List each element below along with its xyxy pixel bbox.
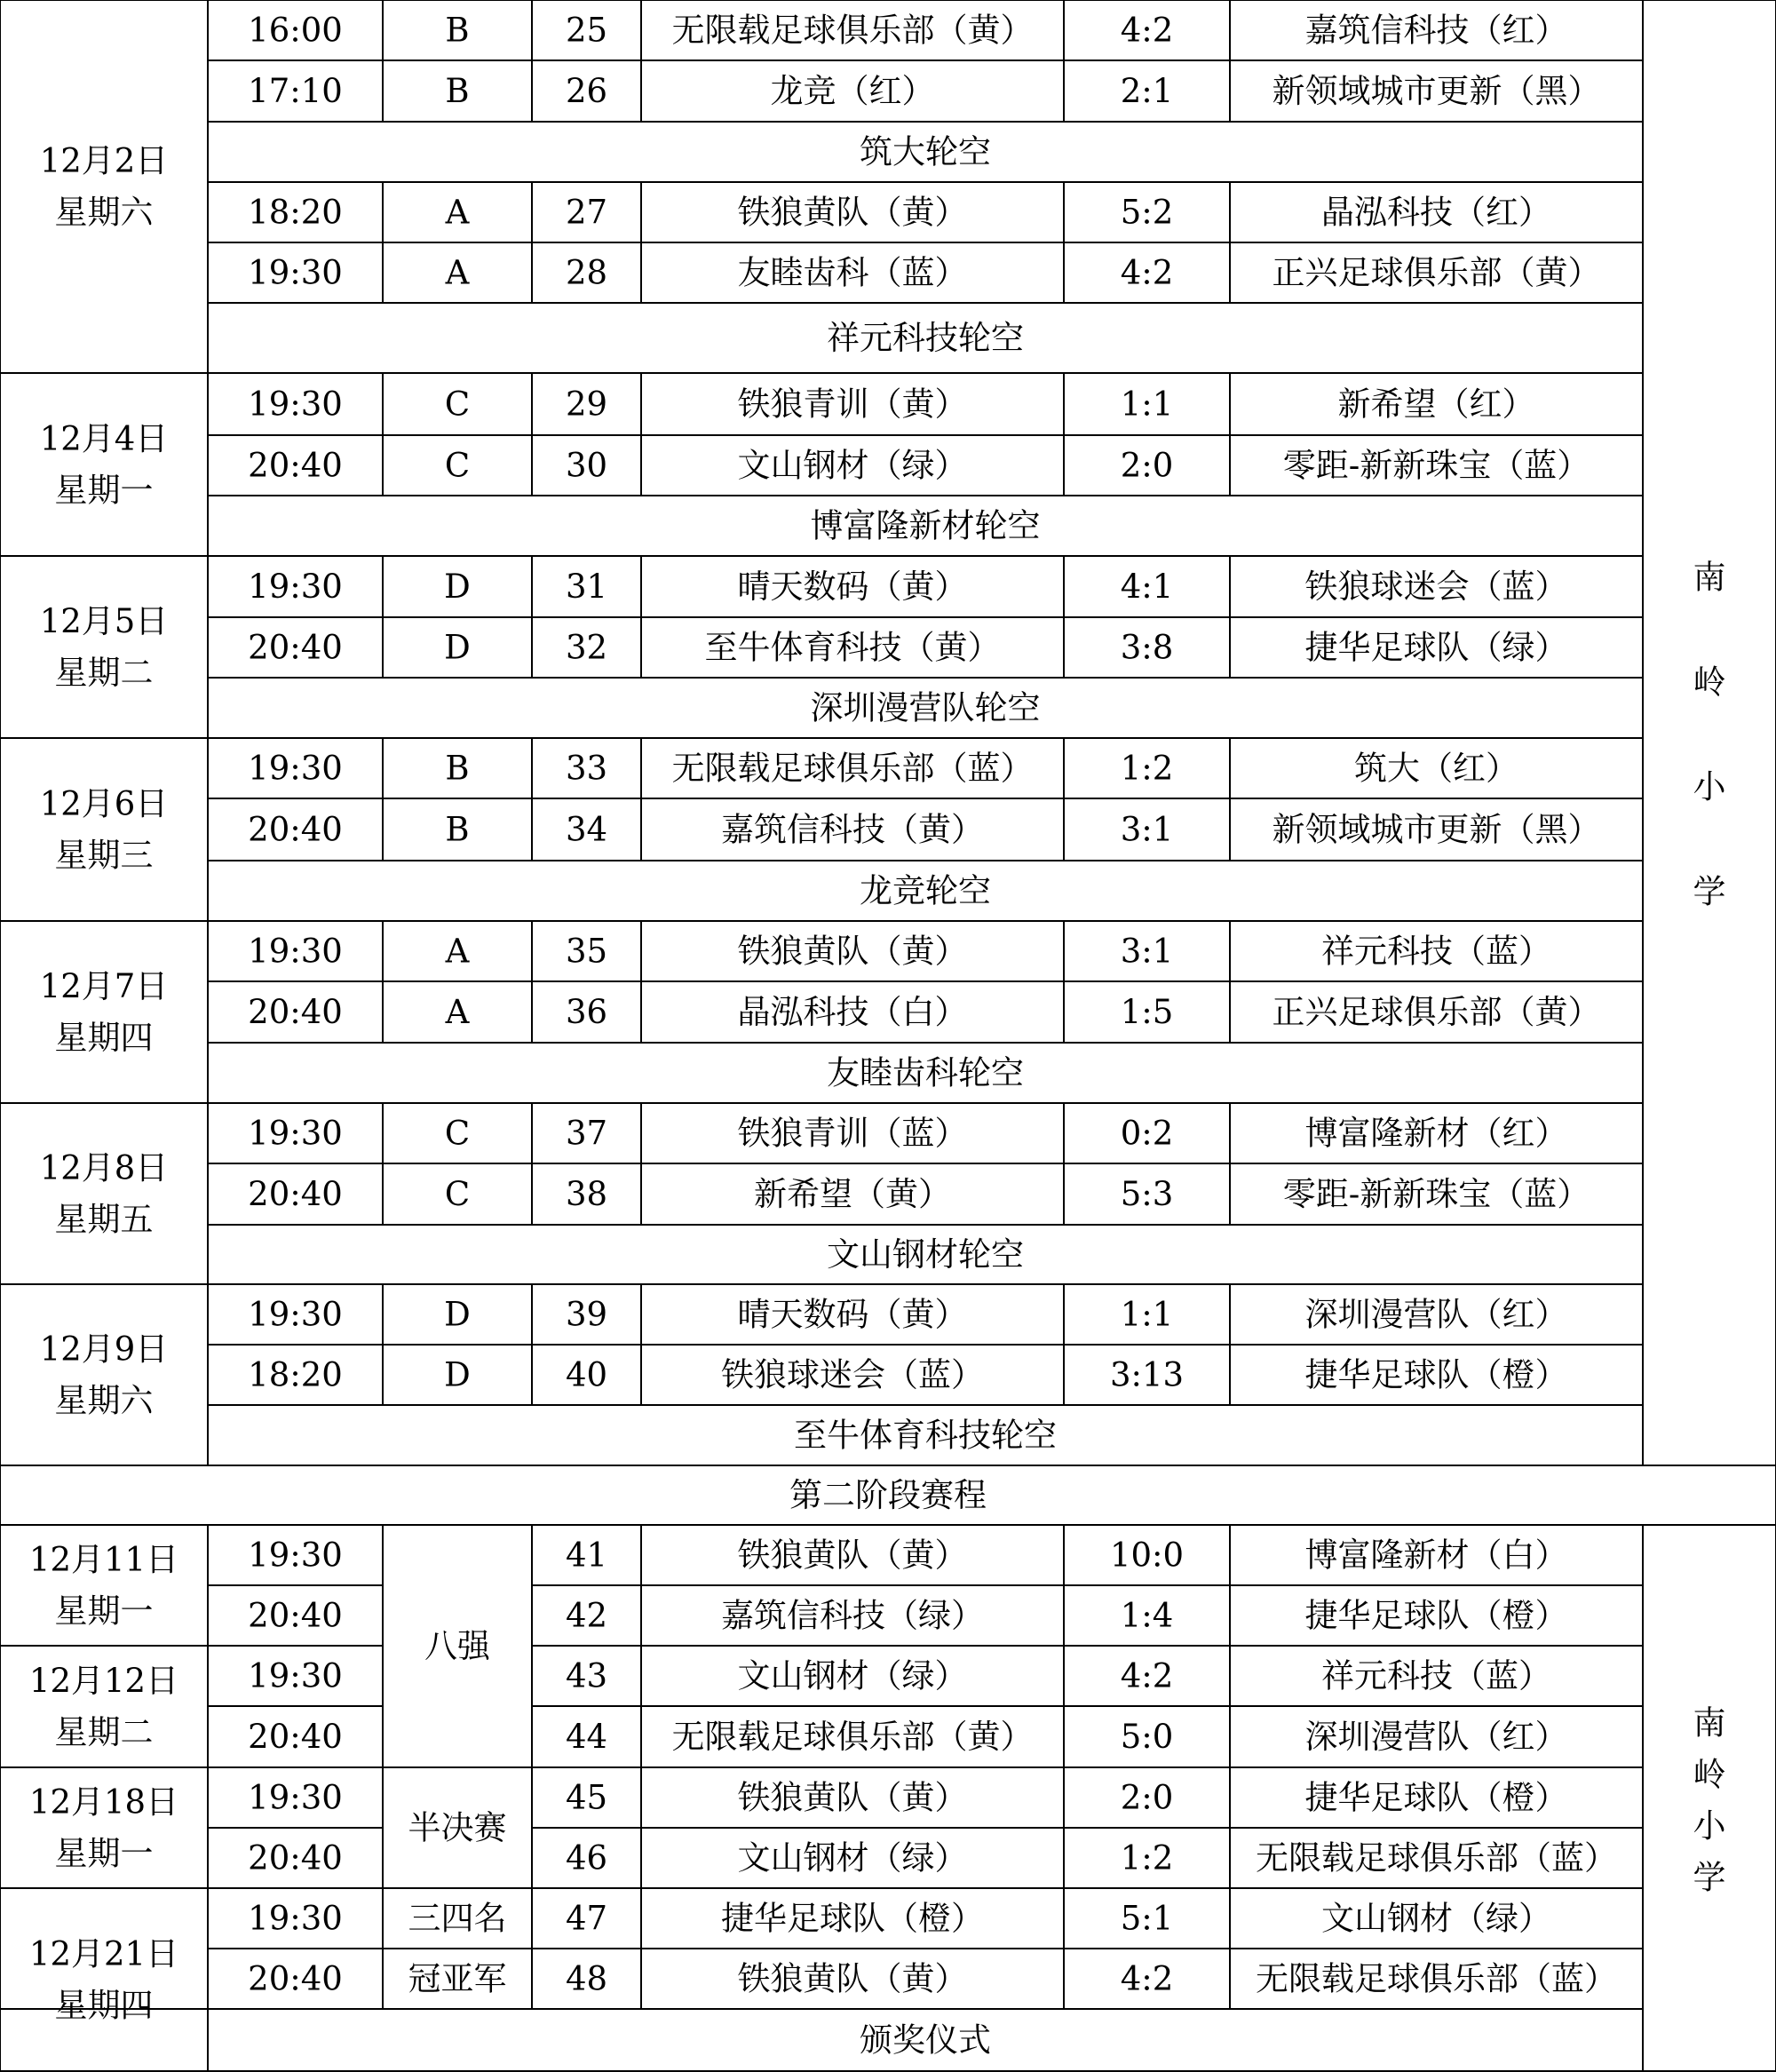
match-time: 18:20 — [248, 193, 343, 232]
away-team: 捷华足球队（橙） — [1304, 1596, 1568, 1635]
match-number: 32 — [565, 628, 608, 667]
match-group: B — [445, 72, 470, 110]
bye-note: 筑大轮空 — [860, 132, 991, 171]
away-team: 无限载足球俱乐部（蓝） — [1256, 1959, 1617, 1998]
home-team: 无限载足球俱乐部（蓝） — [671, 749, 1034, 788]
away-team: 祥元科技（蓝） — [1321, 1656, 1551, 1695]
venue-char: 小 — [1693, 767, 1726, 806]
away-team: 无限载足球俱乐部（蓝） — [1256, 1838, 1617, 1878]
match-time: 20:40 — [248, 993, 343, 1031]
away-team: 捷华足球队（绿） — [1304, 628, 1568, 667]
home-team: 嘉筑信科技（绿） — [721, 1596, 984, 1635]
away-team: 筑大（红） — [1354, 749, 1518, 788]
match-group: C — [444, 1114, 471, 1153]
venue-char: 学 — [1693, 872, 1726, 911]
venue-char: 岭 — [1693, 663, 1726, 702]
away-team: 博富隆新材（白） — [1304, 1536, 1568, 1575]
match-time: 20:40 — [248, 446, 343, 485]
match-group: A — [445, 253, 470, 292]
match-score: 4:2 — [1120, 11, 1174, 50]
bye-note: 友睦齿科轮空 — [827, 1053, 1024, 1092]
home-team: 无限载足球俱乐部（黄） — [671, 11, 1034, 50]
match-number: 39 — [565, 1295, 608, 1334]
bye-note: 深圳漫营队轮空 — [810, 688, 1041, 727]
home-team: 新希望（黄） — [754, 1175, 951, 1213]
match-number: 37 — [565, 1114, 608, 1153]
home-team: 铁狼青训（黄） — [737, 385, 968, 424]
match-weekday: 星期六 — [54, 1381, 154, 1420]
bye-note: 龙竞轮空 — [860, 871, 991, 910]
ceremony-note: 颁奖仪式 — [860, 2020, 991, 2060]
match-time: 20:40 — [248, 628, 343, 667]
match-score: 1:5 — [1120, 993, 1174, 1031]
match-date: 12月11日 — [28, 1540, 179, 1579]
match-time: 19:30 — [248, 385, 343, 424]
away-team: 新领域城市更新（黑） — [1272, 810, 1601, 849]
home-team: 铁狼青训（蓝） — [737, 1114, 968, 1153]
home-team: 无限载足球俱乐部（黄） — [671, 1718, 1034, 1756]
away-team: 捷华足球队（橙） — [1304, 1355, 1568, 1394]
match-score: 5:3 — [1120, 1175, 1174, 1213]
match-date: 12月18日 — [28, 1782, 179, 1822]
match-number: 45 — [565, 1778, 608, 1817]
match-number: 36 — [565, 993, 608, 1031]
match-group: C — [444, 446, 471, 485]
match-score: 4:2 — [1120, 1656, 1174, 1695]
match-score: 1:1 — [1120, 385, 1174, 424]
match-score: 1:2 — [1120, 749, 1174, 788]
match-date: 12月12日 — [28, 1662, 179, 1700]
home-team: 文山钢材（绿） — [737, 1656, 968, 1695]
venue-char: 小 — [1693, 1806, 1726, 1846]
away-team: 嘉筑信科技（红） — [1304, 11, 1568, 50]
match-group: A — [445, 193, 470, 232]
match-date: 12月8日 — [39, 1148, 169, 1187]
match-number: 28 — [565, 253, 608, 292]
match-number: 33 — [565, 749, 608, 788]
match-group: D — [444, 1355, 471, 1394]
match-date: 12月5日 — [39, 602, 169, 640]
match-weekday: 星期一 — [54, 1592, 154, 1631]
match-number: 47 — [565, 1899, 608, 1938]
match-score: 5:0 — [1120, 1718, 1174, 1756]
match-weekday: 星期四 — [54, 1019, 154, 1057]
away-team: 正兴足球俱乐部（黄） — [1272, 993, 1601, 1031]
match-score: 1:1 — [1120, 1295, 1174, 1334]
round-label: 八强 — [424, 1627, 490, 1665]
match-group: A — [445, 993, 470, 1031]
match-score: 0:2 — [1120, 1114, 1174, 1153]
match-number: 35 — [565, 932, 608, 971]
match-group: B — [445, 11, 470, 50]
match-number: 31 — [565, 568, 608, 606]
match-weekday: 星期一 — [54, 1834, 154, 1873]
away-team: 零距-新新珠宝（蓝） — [1282, 1175, 1590, 1213]
match-number: 43 — [565, 1656, 608, 1695]
match-score: 3:8 — [1120, 628, 1174, 667]
home-team: 文山钢材（绿） — [737, 1838, 968, 1878]
match-group: D — [444, 628, 471, 667]
match-time: 19:30 — [248, 1656, 343, 1695]
bye-note: 至牛体育科技轮空 — [794, 1416, 1057, 1455]
round-label: 冠亚军 — [408, 1959, 507, 1998]
home-team: 龙竞（红） — [770, 72, 935, 110]
match-number: 44 — [565, 1718, 608, 1756]
match-score: 4:1 — [1120, 568, 1174, 606]
match-number: 46 — [565, 1838, 608, 1878]
bye-note: 祥元科技轮空 — [827, 319, 1024, 357]
match-group: D — [444, 1295, 471, 1334]
home-team: 铁狼黄队（黄） — [737, 1536, 968, 1575]
match-number: 42 — [565, 1596, 608, 1635]
match-date: 12月21日 — [28, 1934, 179, 1973]
match-group: B — [445, 810, 470, 849]
match-date: 12月4日 — [39, 419, 169, 458]
match-score: 2:1 — [1120, 72, 1174, 110]
away-team: 博富隆新材（红） — [1304, 1114, 1568, 1153]
match-group: A — [445, 932, 470, 971]
away-team: 深圳漫营队（红） — [1304, 1718, 1568, 1756]
match-time: 19:30 — [248, 1778, 343, 1817]
home-team: 嘉筑信科技（黄） — [721, 810, 984, 849]
match-number: 25 — [565, 11, 608, 50]
match-score: 1:2 — [1120, 1838, 1174, 1878]
away-team: 零距-新新珠宝（蓝） — [1282, 446, 1590, 485]
stage-title: 第二阶段赛程 — [789, 1476, 987, 1514]
round-label: 三四名 — [408, 1899, 507, 1938]
match-weekday: 星期四 — [54, 1986, 154, 2025]
home-team: 至牛体育科技（黄） — [704, 628, 1001, 667]
bye-note: 博富隆新材轮空 — [810, 506, 1041, 545]
match-weekday: 星期一 — [54, 471, 154, 510]
venue-char: 岭 — [1693, 1755, 1726, 1794]
away-team: 新希望（红） — [1337, 385, 1535, 424]
home-team: 铁狼黄队（黄） — [737, 1959, 968, 1998]
match-time: 19:30 — [248, 253, 343, 292]
match-weekday: 星期五 — [54, 1200, 154, 1239]
match-number: 27 — [565, 193, 608, 232]
match-weekday: 星期六 — [54, 193, 154, 232]
home-team: 晶泓科技（白） — [737, 993, 968, 1031]
match-date: 12月6日 — [39, 784, 169, 823]
away-team: 晶泓科技（红） — [1321, 193, 1551, 232]
match-score: 5:2 — [1120, 193, 1174, 232]
match-weekday: 星期二 — [54, 654, 154, 692]
match-time: 20:40 — [248, 1959, 343, 1998]
match-score: 4:2 — [1120, 253, 1174, 292]
match-time: 20:40 — [248, 1838, 343, 1878]
venue-char: 学 — [1693, 1858, 1726, 1897]
bye-note: 文山钢材轮空 — [827, 1235, 1024, 1274]
match-time: 19:30 — [248, 1536, 343, 1575]
home-team: 文山钢材（绿） — [737, 446, 968, 485]
match-score: 10:0 — [1109, 1536, 1185, 1575]
match-number: 48 — [565, 1959, 608, 1998]
match-group: C — [444, 385, 471, 424]
match-score: 3:1 — [1120, 932, 1174, 971]
home-team: 铁狼球迷会（蓝） — [721, 1355, 984, 1394]
match-number: 29 — [565, 385, 608, 424]
away-team: 祥元科技（蓝） — [1321, 932, 1551, 971]
match-group: D — [444, 568, 471, 606]
match-time: 19:30 — [248, 568, 343, 606]
match-number: 30 — [565, 446, 608, 485]
match-score: 3:13 — [1109, 1355, 1185, 1394]
match-time: 20:40 — [248, 810, 343, 849]
match-time: 19:30 — [248, 1295, 343, 1334]
match-time: 18:20 — [248, 1355, 343, 1394]
home-team: 晴天数码（黄） — [737, 1295, 968, 1334]
match-number: 38 — [565, 1175, 608, 1213]
match-score: 2:0 — [1120, 1778, 1174, 1817]
match-date: 12月7日 — [39, 967, 169, 1005]
home-team: 铁狼黄队（黄） — [737, 932, 968, 971]
match-weekday: 星期二 — [54, 1713, 154, 1751]
match-time: 19:30 — [248, 1114, 343, 1153]
match-group: B — [445, 749, 470, 788]
away-team: 正兴足球俱乐部（黄） — [1272, 253, 1601, 292]
home-team: 铁狼黄队（黄） — [737, 1778, 968, 1817]
match-date: 12月9日 — [39, 1330, 169, 1369]
venue-char: 南 — [1693, 1703, 1726, 1743]
venue-char: 南 — [1693, 558, 1726, 597]
away-team: 新领域城市更新（黑） — [1272, 72, 1601, 110]
match-number: 34 — [565, 810, 608, 849]
match-time: 20:40 — [248, 1718, 343, 1756]
match-score: 2:0 — [1120, 446, 1174, 485]
match-score: 1:4 — [1120, 1596, 1174, 1635]
match-time: 19:30 — [248, 932, 343, 971]
match-date: 12月2日 — [39, 141, 169, 180]
match-weekday: 星期三 — [54, 836, 154, 875]
match-group: C — [444, 1175, 471, 1213]
match-time: 16:00 — [248, 11, 343, 50]
home-team: 友睦齿科（蓝） — [737, 253, 968, 292]
match-time: 19:30 — [248, 1899, 343, 1938]
match-score: 3:1 — [1120, 810, 1174, 849]
home-team: 捷华足球队（橙） — [721, 1899, 984, 1938]
home-team: 铁狼黄队（黄） — [737, 193, 968, 232]
match-number: 26 — [565, 72, 608, 110]
match-number: 41 — [565, 1536, 608, 1575]
round-label: 半决赛 — [408, 1808, 507, 1847]
away-team: 铁狼球迷会（蓝） — [1304, 568, 1568, 606]
match-score: 5:1 — [1120, 1899, 1174, 1938]
away-team: 文山钢材（绿） — [1321, 1899, 1551, 1938]
away-team: 捷华足球队（橙） — [1304, 1778, 1568, 1817]
match-time: 17:10 — [248, 72, 343, 110]
away-team: 深圳漫营队（红） — [1304, 1295, 1568, 1334]
match-time: 20:40 — [248, 1596, 343, 1635]
match-time: 19:30 — [248, 749, 343, 788]
match-score: 4:2 — [1120, 1959, 1174, 1998]
match-time: 20:40 — [248, 1175, 343, 1213]
home-team: 晴天数码（黄） — [737, 568, 968, 606]
match-number: 40 — [565, 1355, 608, 1394]
